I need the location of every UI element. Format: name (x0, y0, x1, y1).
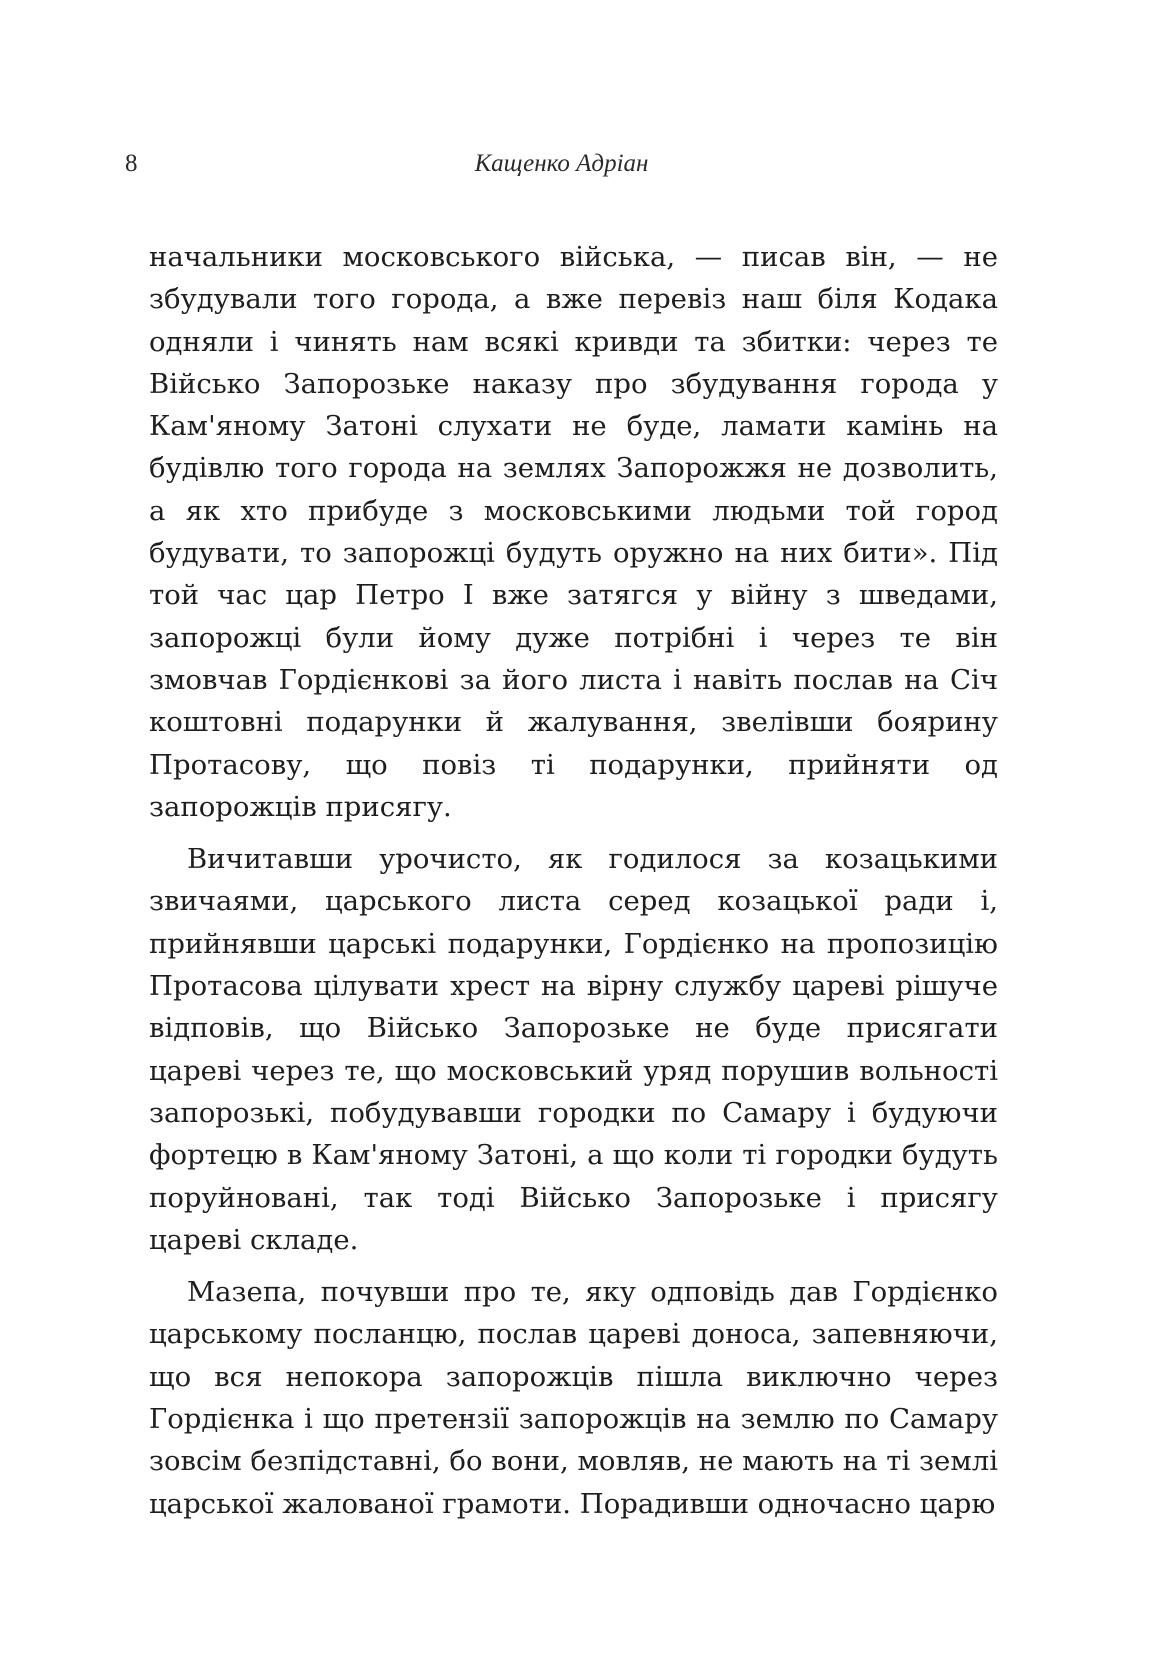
page-number: 8 (125, 150, 138, 177)
page-header (125, 150, 998, 190)
body-text (149, 236, 998, 1535)
paragraph: Вичитавши урочисто, як годилося за козацькими звичаями, царського листа серед козацької ради і, прийнявши царські подарунки, Гордієнко на пропозицію Протасова цілувати хрест на вірну службу цареві рішуче відповів, що Військо Запорозьке не буде присягати цареві через те, що московський уряд порушив вольності запорозькі, побудувавши городки по Самару і будуючи фортецю в Кам'яному Затоні, а що коли ті городки будуть поруйновані, так тоді Військо Запорозьке і присягу цареві складе. (149, 843, 998, 1256)
paragraph: Мазепа, почувши про те, яку одповідь дав Гордієнко царському посланцю, послав цареві доноса, запевняючи, що вся непокора запорожців пішла виключно через Гордієнка і що претензії запорожців на землю по Самару зовсім безпідставні, бо вони, мовляв, не мають на ті землі царської жалованої грамоти. Порадивши одночасно царю (149, 1276, 998, 1520)
running-title: Кащенко Адріан (474, 150, 649, 177)
paragraph-continued: начальники московського війська, — писав він, — не збудували того города, а вже перевіз наш біля Кодака одняли і чинять нам всякі кривди та збитки: через те Військо Запорозьке наказу про збудування города у Кам'яному Затоні слухати не буде, ламати камінь на будівлю того города на землях Запорожжя не дозволить, а як хто прибуде з московськими людьми той город будувати, то запорожці будуть оружно на них бити». Під той час цар Петро І вже затягся у війну з шведами, запорожці були йому дуже потрібні і через те він змовчав Гордієнкові за його листа і навіть послав на Січ коштовні подарунки й жалування, звелівши боярину Протасову, що повіз ті подарунки, прийняти од запорожців присягу. (149, 241, 998, 823)
